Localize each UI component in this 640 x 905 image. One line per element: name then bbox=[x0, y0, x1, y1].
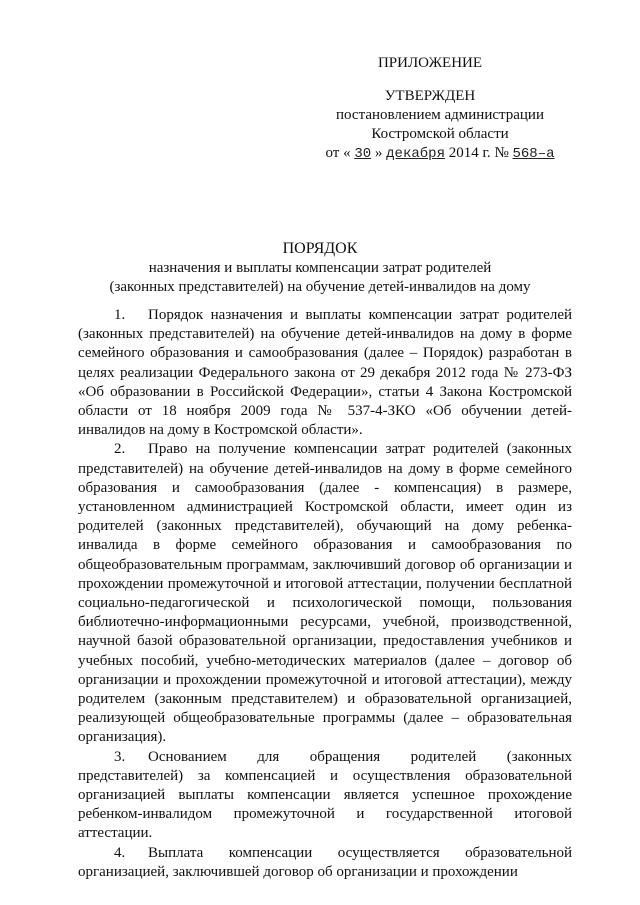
paragraph bbox=[78, 844, 572, 882]
paragraph-number: 3. bbox=[114, 748, 126, 765]
decree-date-line bbox=[290, 144, 590, 164]
paragraph bbox=[78, 440, 572, 747]
paragraph-number: 1. bbox=[114, 307, 126, 323]
decree-number: 568–а bbox=[512, 146, 555, 162]
approved-label: УТВЕРЖДЕН bbox=[384, 88, 476, 104]
date-month: декабря bbox=[386, 146, 445, 162]
document-subtitle-line1: назначения и выплаты компенсации затрат родителей bbox=[148, 260, 492, 276]
paragraph bbox=[78, 306, 572, 440]
document-body bbox=[78, 306, 572, 882]
date-day: 30 bbox=[354, 146, 372, 162]
document-title: ПОРЯДОК bbox=[282, 240, 358, 257]
appendix-label: ПРИЛОЖЕНИЕ bbox=[377, 55, 483, 71]
paragraph-text: Право на получение компенсации затрат родителей (законных представителей) на обучение детей-инвалидов на дому в форме семейного образования и самообразования (далее - компенсация) в размере, установленном администрацией Костромской области, имеет один из родителей (законных представителей), обучающий на дому ребенка-инвалида в форме семейного образования и самообразования по общеобразовательным программам, заключивший договор об организации и прохождении промежуточной и итоговой аттестации, получении бесплатной социально-педагогической и психологической помощи, пользования библиотечно-информационными ресурсами, учебной, производственной, научной базой образовательной организации, предоставления учебников и учебных пособий, учебно-методических материалов (далее – договор об организации и прохождении промежуточной и итоговой аттестации), между родителем (законным представителем) и образовательной организацией, реализующей общеобразовательные программы (далее – образовательная организация). bbox=[78, 441, 572, 746]
paragraph-text: Основанием для обращения родителей (законных представителей) за компенсацией и осуществления образовательной организацией выплаты компенсации является успешное прохождение ребенком-инвалидом промежуточной и государственной итоговой аттестации. bbox=[78, 748, 572, 842]
paragraph-text: Выплата компенсации осуществляется образовательной организацией, заключившей договор об организации и прохождении bbox=[78, 844, 572, 880]
date-mid: » bbox=[374, 145, 383, 161]
number-label: № bbox=[494, 145, 509, 161]
date-year: 2014 г. bbox=[448, 145, 491, 161]
region-line: Костромской области bbox=[371, 126, 509, 142]
document-subtitle-line2: (законных представителей) на обучение детей-инвалидов на дому bbox=[109, 279, 531, 295]
date-prefix: от « bbox=[325, 145, 351, 161]
paragraph bbox=[78, 748, 572, 844]
paragraph-number: 4. bbox=[114, 844, 126, 861]
paragraph-text: Порядок назначения и выплаты компенсации затрат родителей (законных представителей) на обучение детей-инвалидов на дому в форме семейного образования и самообразования (далее – Порядок) разработан в целях реализации Федерального закона от 29 декабря 2012 года № 273-ФЗ «Об образовании в Российской Федерации», статьи 4 Закона Костромской области от 18 ноября 2009 года № 537-4-ЗКО «Об обучении детей-инвалидов на дому в Костромской области». bbox=[78, 307, 572, 439]
paragraph-number: 2. bbox=[114, 441, 126, 458]
decree-line: постановлением администрации bbox=[336, 107, 544, 123]
